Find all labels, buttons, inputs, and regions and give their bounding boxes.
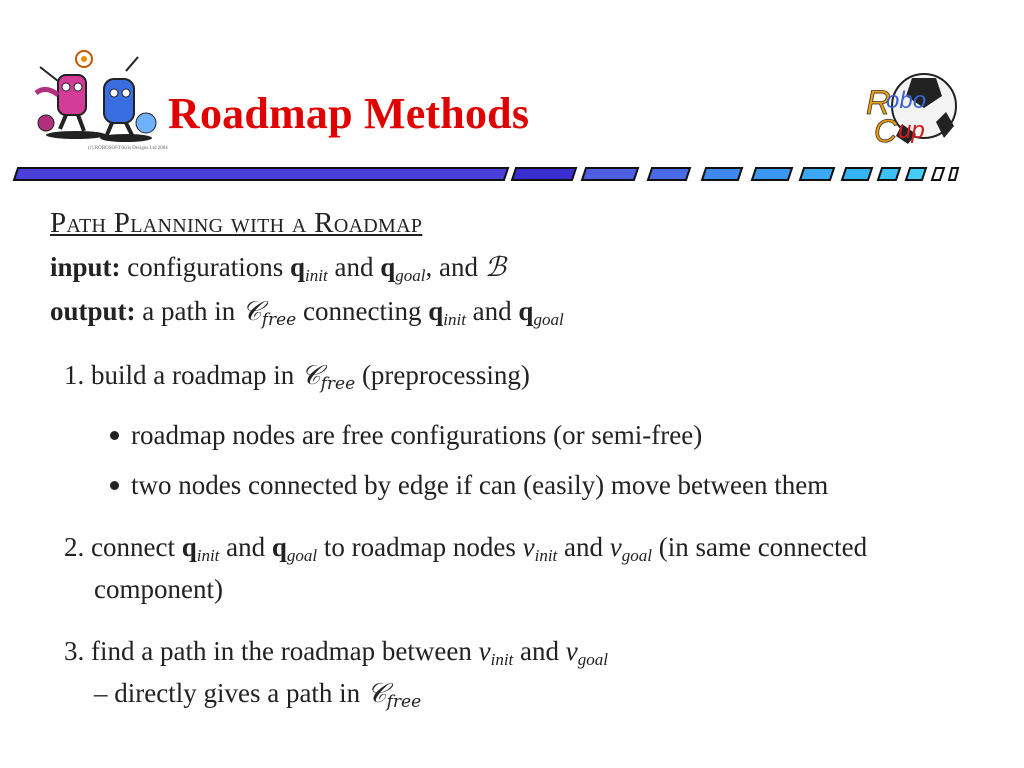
item-text: connect bbox=[91, 532, 175, 562]
bullet-text: roadmap nodes are free configurations (or semi-free) bbox=[131, 420, 703, 450]
item-text: and bbox=[564, 532, 603, 562]
svg-text:R: R bbox=[866, 84, 891, 122]
svg-text:C: C bbox=[874, 113, 898, 149]
output-text-3: and bbox=[472, 296, 512, 326]
list-item-1 bbox=[64, 360, 530, 394]
q-goal-symbol: $q_{goal}$ bbox=[271, 532, 318, 565]
input-text-1: configurations bbox=[127, 252, 284, 282]
item-text: build a roadmap in bbox=[91, 360, 295, 390]
list-item-2-continuation: component) bbox=[94, 574, 223, 604]
bullet-item-1 bbox=[110, 420, 702, 451]
robots-credit: (c) ROBOSOFT/Kris Designs Ltd 2004 bbox=[88, 146, 168, 151]
item-number: 1. bbox=[64, 360, 85, 390]
cfree-symbol: 𝒞$_{free}$ bbox=[242, 296, 297, 330]
bullet-icon bbox=[110, 481, 119, 490]
item-number: 2. bbox=[64, 532, 85, 562]
input-text-3: , and bbox=[425, 252, 478, 282]
output-line bbox=[50, 296, 564, 330]
robocup-logo bbox=[862, 68, 960, 150]
item-number: 3. bbox=[64, 636, 85, 666]
header-decorative-bar bbox=[0, 160, 1024, 190]
input-line bbox=[50, 252, 506, 286]
v-init-symbol: $v_{init}$ bbox=[522, 532, 558, 565]
q-init-symbol: $q_{init}$ bbox=[290, 252, 328, 285]
obstacle-set-symbol: ℬ bbox=[484, 252, 506, 283]
output-text-1: a path in bbox=[142, 296, 236, 326]
robots-logo-image bbox=[26, 45, 166, 155]
item-text: find a path in the roadmap between bbox=[91, 636, 472, 666]
bullet-item-2 bbox=[110, 470, 828, 501]
bullet-icon bbox=[110, 431, 119, 440]
output-text-2: connecting bbox=[303, 296, 422, 326]
item-text: to roadmap nodes bbox=[323, 532, 516, 562]
cfree-symbol: 𝒞$_{free}$ bbox=[366, 678, 422, 712]
slide-title: Roadmap Methods bbox=[168, 89, 530, 138]
output-label: output: bbox=[50, 296, 136, 326]
cfree-symbol: 𝒞$_{free}$ bbox=[300, 360, 356, 394]
item-text: and bbox=[520, 636, 560, 666]
input-label: input: bbox=[50, 252, 121, 282]
v-goal-symbol: $v_{goal}$ bbox=[565, 636, 608, 669]
v-goal-symbol: $v_{goal}$ bbox=[609, 532, 652, 565]
list-item-3 bbox=[64, 636, 608, 670]
bullet-text: two nodes connected by edge if can (easily) move between them bbox=[131, 470, 829, 500]
item-text: (in same connected bbox=[658, 532, 868, 562]
svg-text:up: up bbox=[898, 117, 925, 144]
q-goal-symbol: $q_{goal}$ bbox=[380, 252, 426, 285]
list-item-2 bbox=[64, 532, 867, 566]
list-item-3-continuation bbox=[94, 678, 421, 712]
item-text: and bbox=[226, 532, 266, 562]
section-heading: Path Planning with a Roadmap bbox=[50, 207, 423, 239]
q-init-symbol: $q_{init}$ bbox=[181, 532, 220, 565]
item-text: – directly gives a path in bbox=[94, 678, 361, 708]
svg-text:obo: obo bbox=[886, 87, 927, 114]
input-text-2: and bbox=[334, 252, 374, 282]
v-init-symbol: $v_{init}$ bbox=[478, 636, 514, 669]
q-goal-symbol: $q_{goal}$ bbox=[518, 296, 564, 329]
item-text: (preprocessing) bbox=[361, 360, 530, 390]
q-init-symbol: $q_{init}$ bbox=[428, 296, 466, 329]
